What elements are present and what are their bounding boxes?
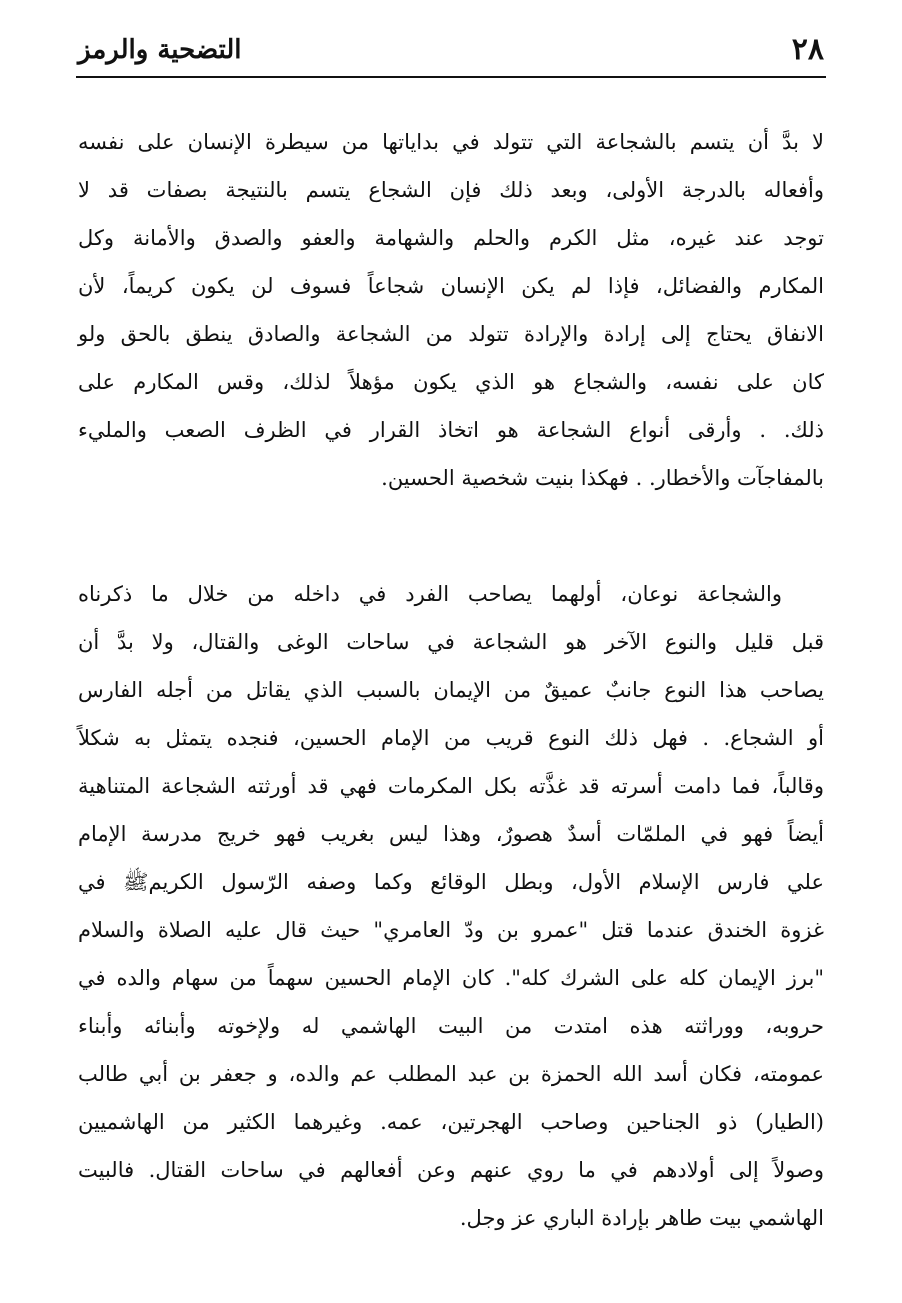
text-line: كان على نفسه، والشجاع هو الذي يكون مؤهلاً لذلك، وقس المكارم على — [78, 370, 824, 394]
text-line: علي فارس الإسلام الأول، وبطل الوقائع وكما وصفه الرّسول الكريمﷺ في — [78, 870, 824, 894]
text-line: أيضاً فهو في الملمّات أسدٌ هصورٌ، وهذا ليس بغريب فهو خريج مدرسة الإمام — [78, 822, 824, 846]
text-line: وصولاً إلى أولادهم في ما روي عنهم وعن أفعالهم في ساحات القتال. فالبيت — [78, 1158, 824, 1182]
text-line: توجد عند غيره، مثل الكرم والحلم والشهامة والعفو والصدق والأمانة وكل — [78, 226, 824, 250]
text-line: ذلك. . وأرقى أنواع الشجاعة هو اتخاذ القرار في الظرف الصعب والمليء — [78, 418, 824, 442]
text-line: غزوة الخندق عندما قتل "عمرو بن ودّ العامري" حيث قال عليه الصلاة والسلام — [78, 918, 824, 942]
text-line: الهاشمي بيت طاهر بإرادة الباري عز وجل. — [459, 1206, 824, 1230]
text-line: حروبه، ووراثته هذه امتدت من البيت الهاشمي له ولإخوته وأبنائه وأبناء — [78, 1014, 824, 1038]
running-title: التضحية والرمز — [78, 35, 242, 65]
text-line: عمومته، فكان أسد الله الحمزة بن عبد المطلب عم والده، و جعفر بن أبي طالب — [78, 1062, 824, 1086]
text-line: المكارم والفضائل، فإذا لم يكن الإنسان شجاعاً فسوف لن يكون كريماً، لأن — [78, 274, 824, 298]
text-line: (الطيار) ذو الجناحين وصاحب الهجرتين، عمه. وغيرهما الكثير من الهاشميين — [78, 1110, 824, 1134]
paragraph-1 — [78, 118, 824, 502]
text-line: بالمفاجآت والأخطار. . فهكذا بنيت شخصية الحسين. — [381, 466, 824, 490]
text-line: الانفاق يحتاج إلى إرادة والإرادة تتولد من الشجاعة والصادق ينطق بالحق ولو — [78, 322, 824, 346]
page-number: ٢٨ — [791, 32, 824, 67]
page-header — [78, 30, 824, 74]
page-body — [78, 118, 824, 1242]
text-line: لا بدَّ أن يتسم بالشجاعة التي تتولد في بداياتها من سيطرة الإنسان على نفسه — [78, 130, 824, 154]
header-rule — [76, 76, 826, 78]
text-line: يصاحب هذا النوع جانبٌ عميقٌ من الإيمان بالسبب الذي يقاتل من أجله الفارس — [78, 678, 824, 702]
paragraph-2 — [78, 570, 824, 1242]
text-line: وقالباً، فما دامت أسرته قد غذَّته بكل المكرمات فهي قد أورثته الشجاعة المتناهية — [78, 774, 824, 798]
text-line: "برز الإيمان كله على الشرك كله". كان الإمام الحسين سهماً من سهام والده في — [78, 966, 824, 990]
text-line: قبل قليل والنوع الآخر هو الشجاعة في ساحات الوغى والقتال، ولا بدَّ أن — [78, 630, 824, 654]
text-line: والشجاعة نوعان، أولهما يصاحب الفرد في داخله من خلال ما ذكرناه — [78, 582, 782, 606]
text-line: وأفعاله بالدرجة الأولى، وبعد ذلك فإن الشجاع يتسم بالنتيجة بصفات قد لا — [78, 178, 824, 202]
text-line: أو الشجاع. . فهل ذلك النوع قريب من الإمام الحسين، فنجده يتمثل به شكلاً — [78, 726, 824, 750]
